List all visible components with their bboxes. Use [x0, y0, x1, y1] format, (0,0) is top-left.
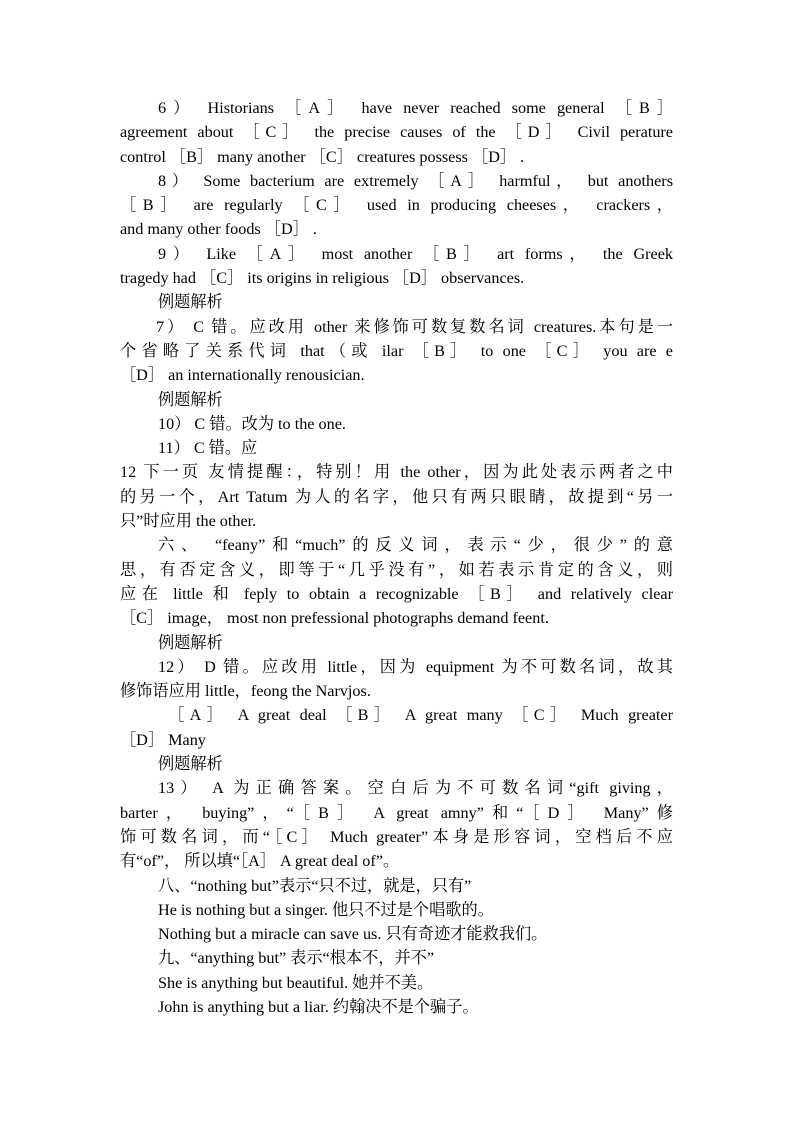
text-line: Nothing but a miracle can save us. 只有奇迹才能救我们。 — [158, 925, 548, 944]
text-line: 7） C 错。应改用 other 来修饰可数复数名词 creatures.本句是一 — [156, 317, 673, 336]
section-heading: 例题解析 — [158, 755, 223, 774]
text-line: 9） Like ［A］ most another ［B］ art forms， the Greek — [158, 244, 673, 263]
text-line: ［A］ A great deal ［B］ A great many ［C］ Much greater — [168, 706, 673, 725]
text-line: 有“of”， 所以填“［A］ A great deal of”。 — [120, 852, 400, 871]
text-line: 8） Some bacterium are extremely ［A］ harmful， but anothers — [158, 171, 673, 190]
text-line: 九、“anything but” 表示“根本不，并不” — [158, 949, 435, 968]
text-line: 八、“nothing but”表示“只不过，就是，只有” — [158, 876, 472, 895]
text-line: 只”时应用 the other. — [120, 512, 257, 531]
text-line: She is anything but beautiful. 她并不美。 — [158, 973, 434, 992]
text-line: barter， buying”，“［B］ A great amny”和“［D］ Many”修 — [120, 803, 673, 822]
text-line: 12） D 错。应改用 little，因为 equipment 为不可数名词，故其 — [158, 657, 673, 676]
text-line: and many other foods ［D］ . — [120, 220, 317, 239]
text-line: ［B］ are regularly ［C］ used in producing cheeses， crackers， — [120, 196, 673, 215]
text-line: control ［B］ many another ［C］ creatures possess ［D］ . — [120, 147, 525, 166]
text-line: 个省略了关系代词 that（或 ilar ［B］ to one ［C］ you are e — [120, 341, 673, 360]
text-line: 思，有否定含义，即等于“几乎没有”，如若表示肯定的含义，则 — [120, 560, 673, 579]
text-line: 10） C 错。改为 to the one. — [158, 414, 346, 433]
section-heading: 例题解析 — [158, 390, 223, 409]
text-line: He is nothing but a singer. 他只不过是个唱歌的。 — [158, 900, 494, 919]
text-line: ［D］ Many — [120, 730, 206, 749]
text-line: 6） Historians ［A］ have never reached some general ［B］ — [158, 99, 673, 117]
text-line: 11） C 错。应 — [158, 439, 258, 458]
text-line: ［C］ image， most non prefessional photographs demand feent. — [120, 609, 549, 628]
section-heading: 例题解析 — [158, 633, 223, 652]
text-line: 饰可数名词，而“［C］ Much greater”本身是形容词，空档后不应 — [120, 827, 673, 846]
text-line: agreement about ［C］ the precise causes of the ［D］ Civil perature — [120, 123, 673, 142]
section-heading: 例题解析 — [158, 293, 223, 312]
text-line: 应在 little 和 feply to obtain a recognizable ［B］ and relatively clear — [120, 584, 673, 603]
text-line: John is anything but a liar. 约翰决不是个骗子。 — [158, 997, 479, 1016]
text-line: ［D］ an internationally renousician. — [120, 366, 365, 385]
text-line: 13） A 为正确答案。空白后为不可数名词“gift giving， — [158, 779, 673, 798]
text-line: 的另一个，Art Tatum 为人的名字，他只有两只眼睛，故提到“另一 — [120, 487, 673, 506]
text-line: 六、 “feany”和“much”的反义词，表示“少，很少”的意 — [158, 536, 673, 555]
text-line: tragedy had ［C］ its origins in religious ［D］ observances. — [120, 269, 525, 288]
text-line: 12 下一页 友情提醒：，特别！用 the other，因为此处表示两者之中 — [120, 463, 673, 482]
text-line: 修饰语应用 little，feong the Narvjos. — [120, 682, 371, 701]
document-page — [120, 96, 673, 1019]
